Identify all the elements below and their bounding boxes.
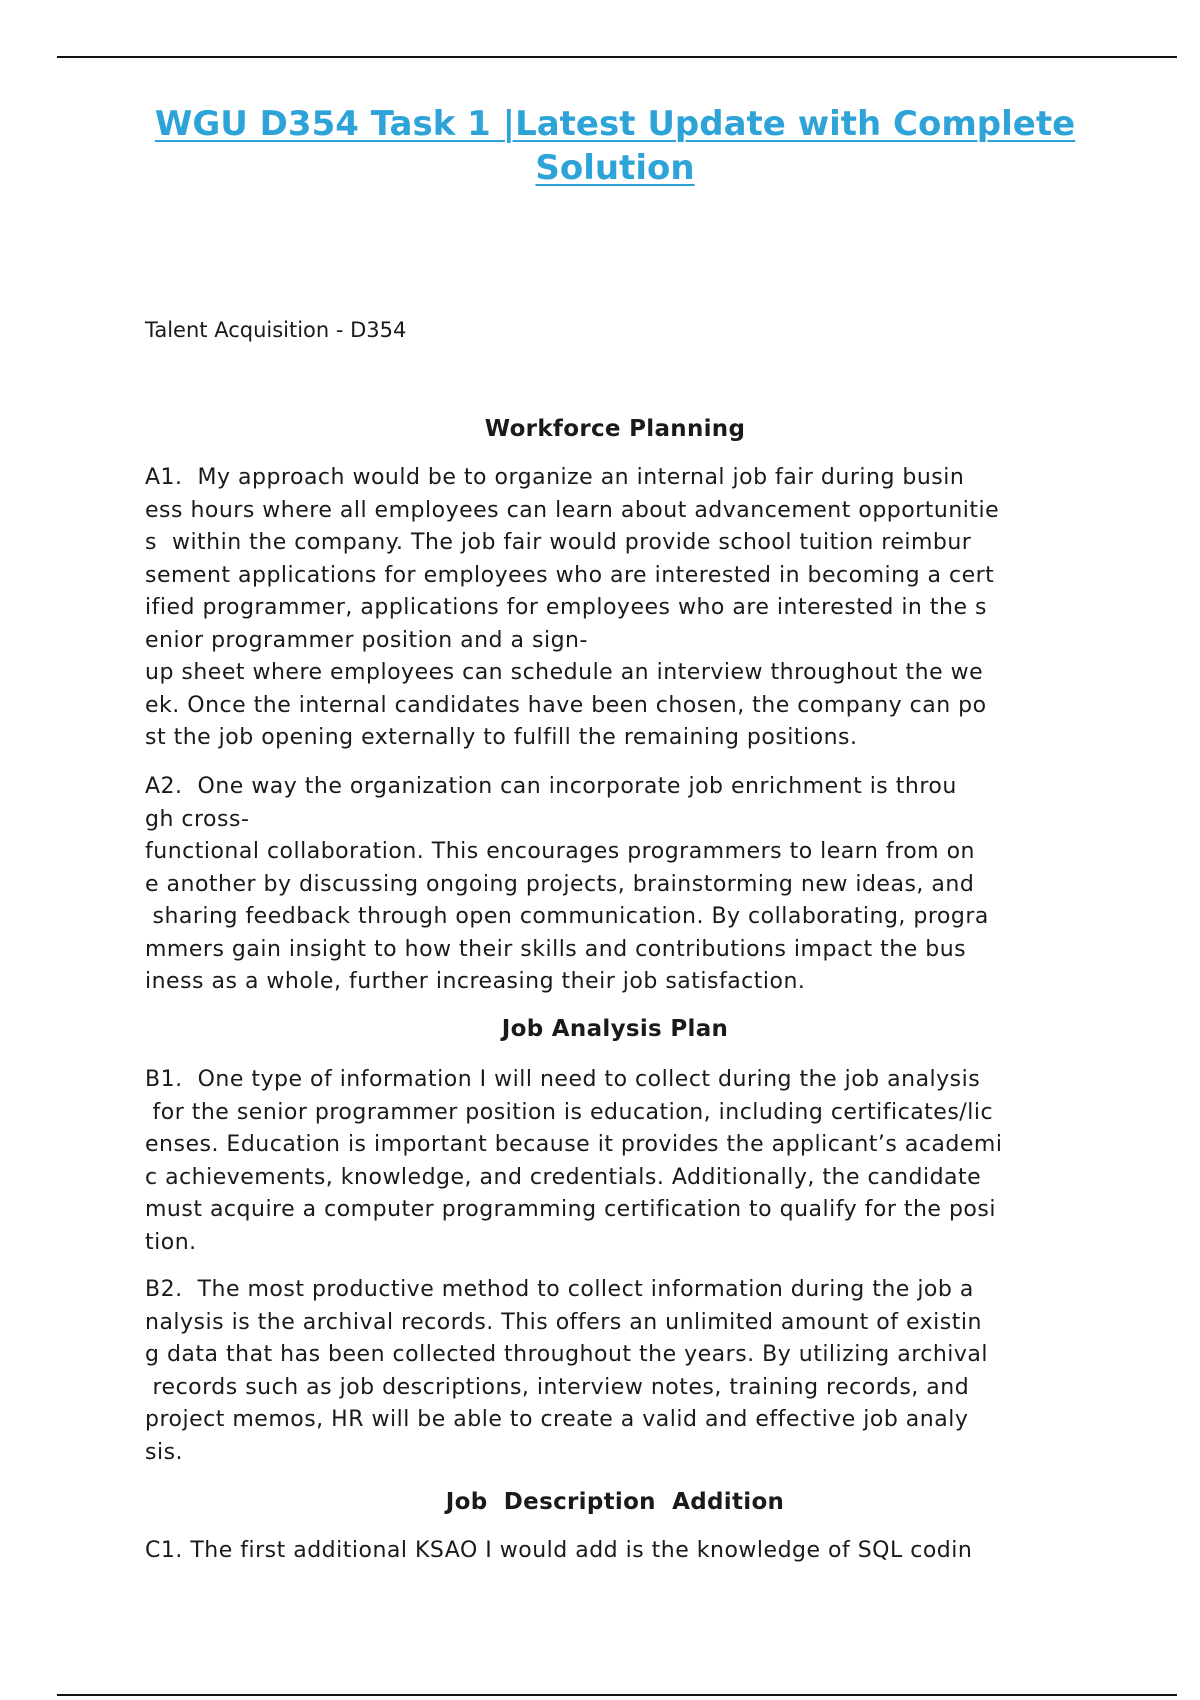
section-heading-job-analysis-plan: Job Analysis Plan: [501, 1016, 729, 1042]
course-subtitle: Talent Acquisition - D354: [145, 318, 407, 342]
paragraph-b1: B1. One type of information I will need to collect during the job analysis for the senior programmer position is education, including certificates/lic enses. Education is important because it provides the applicant’s academi c achievements, knowledge, and credentials. Additionally, the candidate must acquire a computer programming certification to qualify for the posi tion.: [145, 1067, 1003, 1255]
paragraph-a1: A1. My approach would be to organize an internal job fair during busin ess hours where all employees can learn about advancement opportunitie s within the company. The job fair would provide school tuition reimbur sement applications for employees who are interested in becoming a cert ified programmer, applications for employees who are interested in the s enior programmer position and a sign- up sheet where employees can schedule an interview throughout the we ek. Once the internal candidates have been chosen, the company can po st the job opening externally to fulfill the remaining positions.: [145, 465, 1000, 750]
top-divider: [57, 56, 1177, 58]
paragraph-c1: C1. The first additional KSAO I would add is the knowledge of SQL codin: [145, 1538, 973, 1563]
document-title-link[interactable]: WGU D354 Task 1 |Latest Update with Complete Solution: [154, 104, 1076, 188]
paragraph-a2: A2. One way the organization can incorporate job enrichment is throu gh cross- functional collaboration. This encourages programmers to learn from on e another by discussing ongoing projects, brainstorming new ideas, and sharing feedback through open communication. By collaborating, progra mmers gain insight to how their skills and contributions impact the bus iness as a whole, further increasing their job satisfaction.: [145, 774, 989, 994]
section-heading-workforce-planning: Workforce Planning: [484, 416, 746, 442]
bottom-divider: [57, 1694, 1177, 1696]
document-title[interactable]: [100, 102, 1130, 190]
paragraph-b2: B2. The most productive method to collect information during the job a nalysis is the archival records. This offers an unlimited amount of existin g data that has been collected throughout the years. By utilizing archival records such as job descriptions, interview notes, training records, and project memos, HR will be able to create a valid and effective job analy sis.: [145, 1277, 989, 1465]
section-heading-job-description-addition: Job Description Addition: [445, 1489, 785, 1515]
